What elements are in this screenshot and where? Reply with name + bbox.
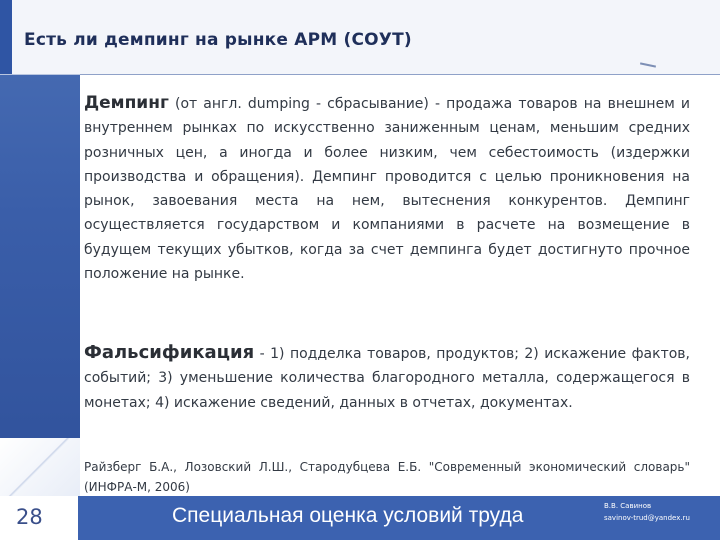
falsification-term: Фальсификация (84, 342, 255, 363)
source-citation: Райзберг Б.А., Лозовский Л.Ш., Стародубцева Е.Б. "Современный экономический словарь" (ИНФРА-М, 2006) (84, 460, 690, 494)
slide-content (80, 75, 720, 496)
footer-title: Специальная оценка условий труда (172, 504, 524, 527)
author-name: В.В. Савинов (604, 502, 652, 510)
author-info (604, 500, 716, 524)
slide-title: Есть ли демпинг на рынке АРМ (СОУТ) (24, 30, 412, 50)
author-email: savinov-trud@yandex.ru (604, 514, 690, 522)
dumping-term: Демпинг (84, 93, 169, 113)
dumping-definition: (от англ. dumping - сбрасывание) - продажа товаров на внешнем и внутреннем рынках по искусственно заниженным ценам, меньшим средних розничных цен, а иногда и более низким, чем себестоимость (издержки производства и обращения). Демпинг проводится с целью проникновения на рынок, завоевания места на нем, вытеснения конкурентов. Демпинг осуществляется государством и компаниями в расчете на возмещение в будущем текущих убытков, когда за счет демпинга будет достигнуто прочное положение на рынке. (84, 96, 690, 283)
title-bar (0, 0, 720, 75)
falsification-paragraph (84, 341, 690, 415)
band-panel (0, 438, 80, 496)
dumping-paragraph (84, 91, 690, 286)
falsification-definition: - 1) подделка товаров, продуктов; 2) искажение фактов, событий; 3) уменьшение количества благородного металла, содержащегося в монетах; 4) искажение сведений, данных в отчетах, документах. (84, 346, 690, 411)
title-accent (0, 0, 12, 74)
page-number: 28 (16, 505, 43, 529)
